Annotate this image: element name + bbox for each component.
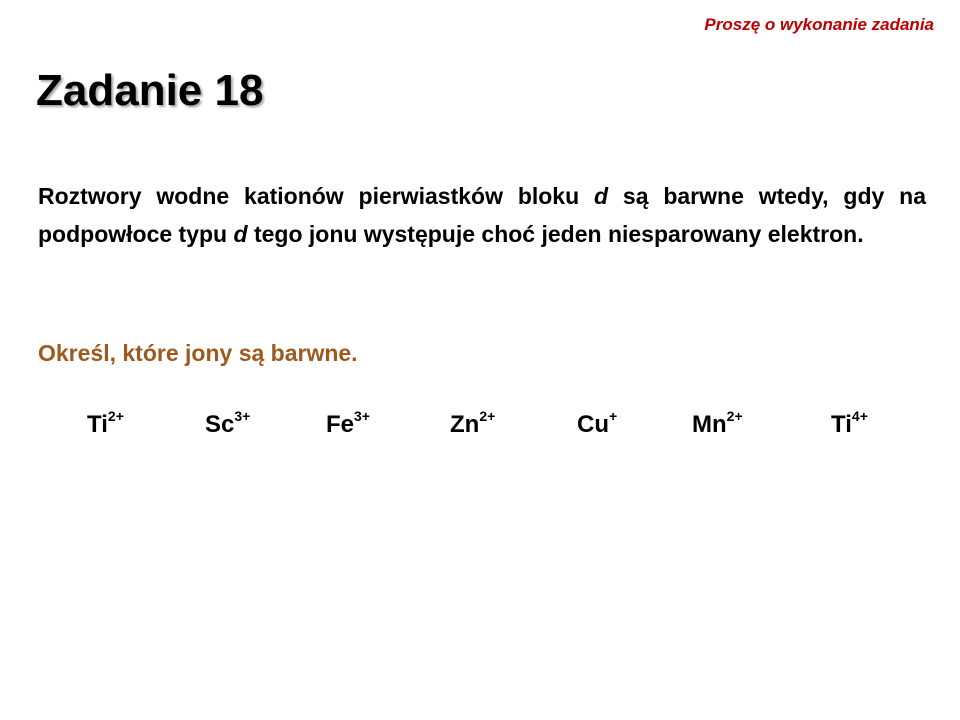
- task-description-em2: d: [233, 221, 248, 247]
- ion-charge: 3+: [354, 408, 370, 424]
- ion-list: [0, 405, 960, 445]
- ion-item: [577, 405, 617, 445]
- top-note: Proszę o wykonanie zadania: [704, 15, 934, 34]
- slide-title: Zadanie 18: [36, 66, 264, 115]
- ion-charge: +: [609, 408, 618, 424]
- task-description: [38, 177, 926, 253]
- ion-symbol: Mn: [692, 411, 727, 438]
- ion-item: [831, 405, 868, 445]
- ion-item: [205, 405, 250, 445]
- ion-charge: 2+: [107, 408, 124, 424]
- ion-symbol: Sc: [205, 411, 235, 438]
- ion-charge: 2+: [726, 408, 743, 424]
- task-description-part1: Roztwory wodne kationów pierwiastków bloku: [38, 183, 594, 209]
- ion-item: [692, 405, 743, 445]
- task-description-part3: tego jonu występuje choć jeden niesparowany elektron.: [247, 221, 864, 247]
- ion-item: [87, 405, 124, 445]
- ion-item: [450, 405, 495, 445]
- ion-symbol: Ti: [87, 411, 108, 438]
- ion-symbol: Fe: [326, 411, 355, 438]
- ion-symbol: Ti: [831, 411, 852, 438]
- ion-charge: 3+: [234, 408, 251, 424]
- ion-item: [326, 405, 370, 445]
- task-description-part2: są barwne wtedy, gdy na podpowłoce typu: [38, 183, 926, 247]
- ion-charge: 4+: [851, 408, 868, 424]
- ion-symbol: Zn: [450, 411, 480, 438]
- ion-charge: 2+: [479, 408, 496, 424]
- task-description-em1: d: [594, 183, 609, 209]
- ion-symbol: Cu: [577, 411, 609, 438]
- task-question: Określ, które jony są barwne.: [38, 340, 358, 366]
